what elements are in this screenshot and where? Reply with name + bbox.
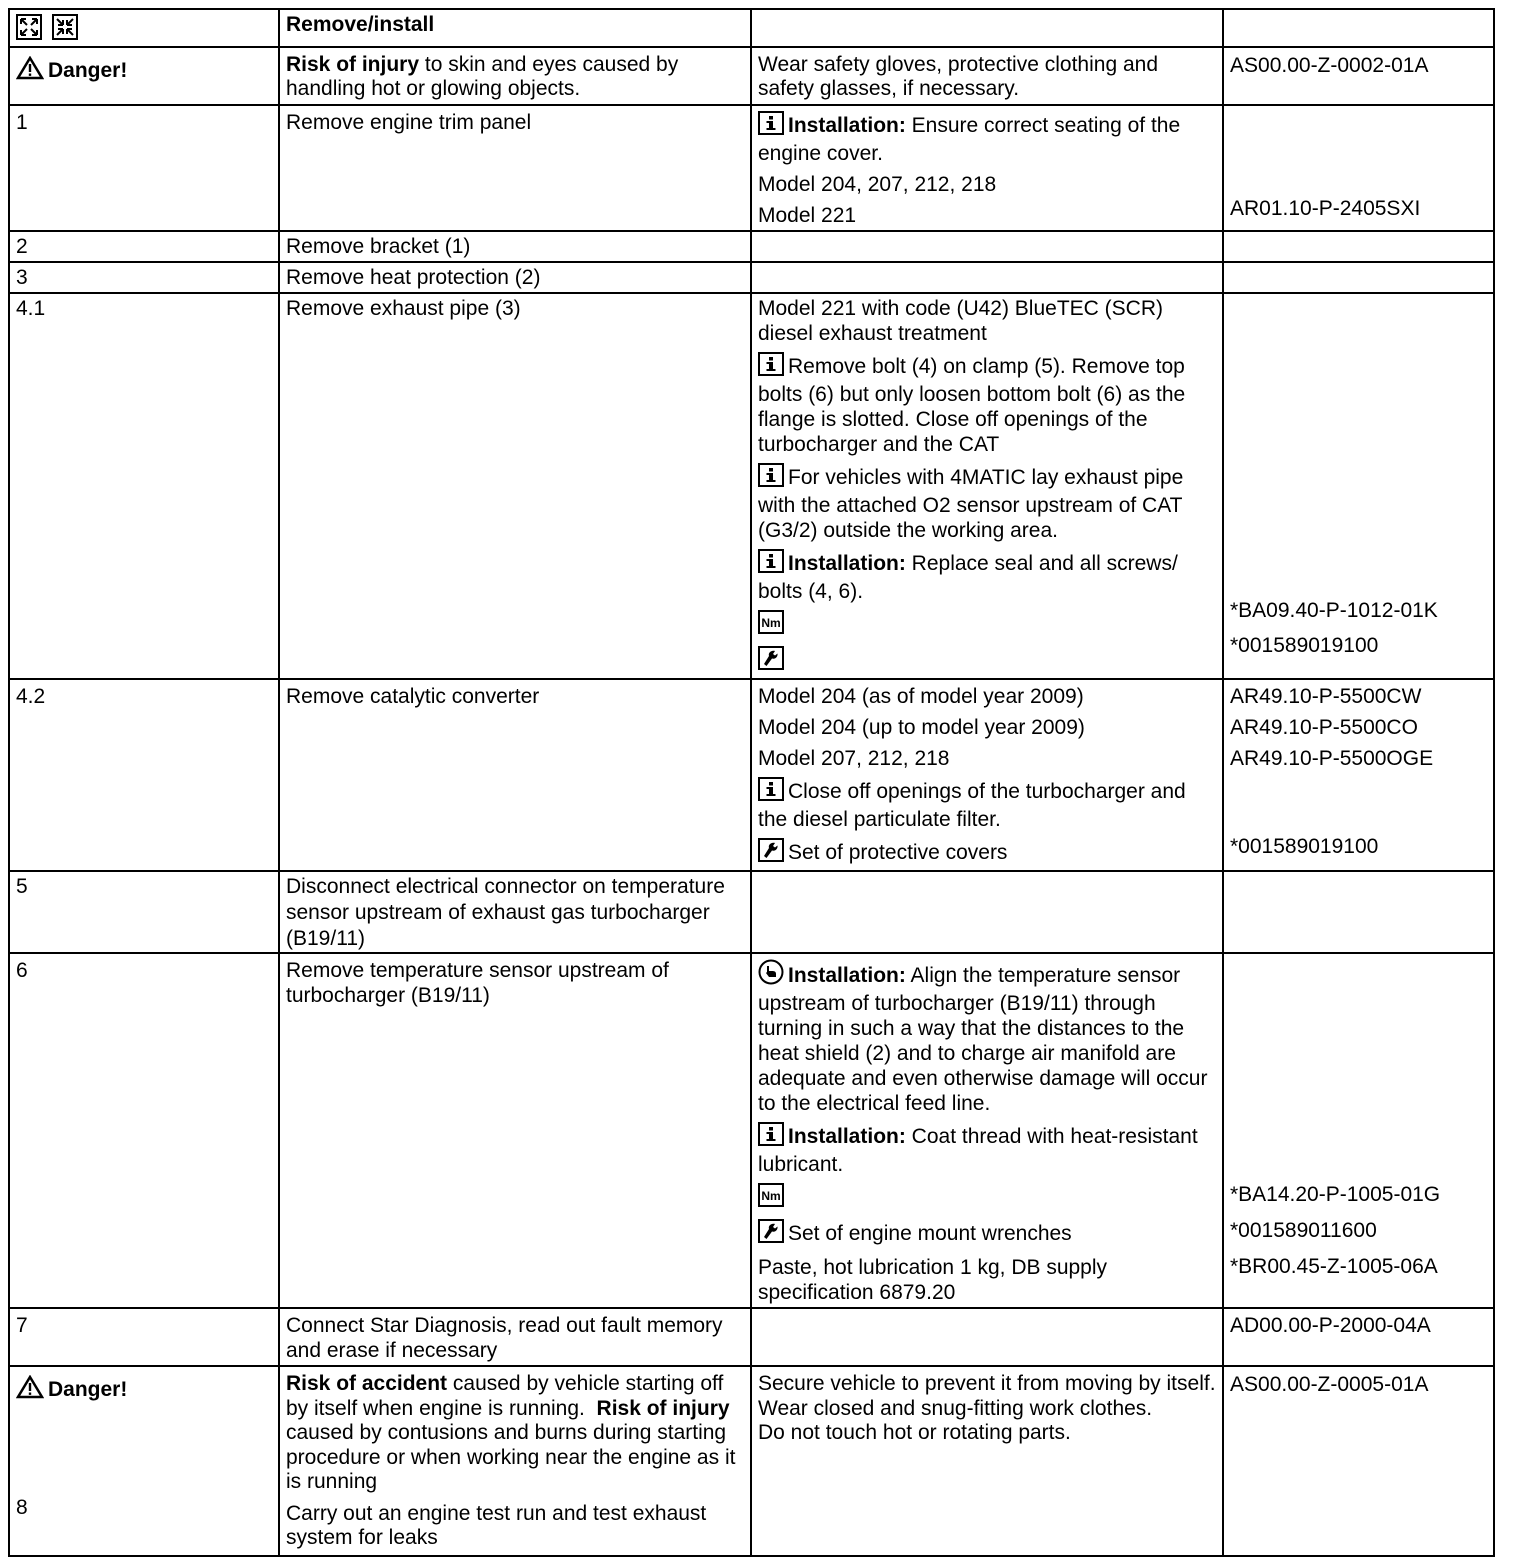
danger-label-cell [9, 47, 279, 105]
note-bold: Installation: [788, 552, 906, 575]
step-notes [751, 231, 1223, 262]
step-refs [1223, 293, 1494, 679]
tool-line [758, 646, 1217, 676]
warning-triangle-icon [16, 56, 44, 86]
step-row-5 [9, 871, 1494, 953]
note-text: For vehicles with 4MATIC lay exhaust pipe with the attached O2 sensor upstream of CAT (G3/2) outside the working area. [758, 466, 1184, 542]
danger-measure-2: Wear closed and snug-fitting work clothes. [758, 1396, 1153, 1420]
info-icon [758, 777, 784, 807]
step-number: 2 [9, 231, 279, 262]
document-link[interactable]: AR49.10-P-5500CW [1230, 685, 1422, 708]
model-line-b: Model 221 [758, 204, 857, 227]
torque-icon [758, 1183, 784, 1213]
step-notes [751, 293, 1223, 679]
step-action: Remove exhaust pipe (3) [279, 293, 751, 679]
installation-note [758, 959, 1217, 1116]
danger-measure: Wear safety gloves, protective clothing and safety glasses, if necessary. [758, 53, 1158, 100]
danger-measure-cell [751, 1366, 1223, 1556]
info-note-1 [758, 352, 1217, 457]
danger-ref-cell [1223, 47, 1494, 105]
step-number: 4.1 [9, 293, 279, 679]
danger-risk-cell [279, 1366, 751, 1556]
step-notes [751, 262, 1223, 293]
step-row-6 [9, 953, 1494, 1308]
header-title-text: Remove/install [286, 13, 435, 36]
model-line-a: Model 204, 207, 212, 218 [758, 173, 997, 196]
procedure-table [8, 8, 1495, 1557]
step-action: Remove bracket (1) [279, 231, 751, 262]
step-number: 6 [9, 953, 279, 1308]
info-icon [758, 111, 784, 141]
step-notes [751, 1308, 1223, 1366]
document-link[interactable]: AS00.00-Z-0005-01A [1230, 1373, 1429, 1396]
danger-label: Danger! [48, 1378, 128, 1401]
step-row-3 [9, 262, 1494, 293]
installation-note-2 [758, 1122, 1217, 1177]
info-icon [758, 463, 784, 493]
step-number: 5 [9, 871, 279, 953]
risk-statement [286, 1372, 745, 1495]
document-link[interactable]: AR49.10-P-5500OGE [1230, 747, 1434, 770]
risk-text: to skin and eyes caused by handling hot or glowing objects. [286, 53, 679, 100]
header-icons-cell [9, 9, 279, 47]
risk-text: caused by vehicle starting off by itself when engine is running. [286, 1372, 724, 1420]
model-line-1: Model 204 (as of model year 2009) [758, 685, 1084, 708]
header-empty-4 [1223, 9, 1494, 47]
risk-bold: Risk of accident [286, 1372, 448, 1395]
model-line: Model 221 with code (U42) BlueTEC (SCR) diesel exhaust treatment [758, 297, 1163, 345]
step-number: 1 [9, 105, 279, 231]
wrench-tool-icon [758, 646, 784, 676]
info-note-2 [758, 463, 1217, 543]
note-bold: Installation: [788, 964, 906, 987]
step-row-7 [9, 1308, 1494, 1366]
danger-row-2 [9, 1366, 1494, 1556]
note-text: Align the temperature sensor upstream of turbocharger (B19/11) through turning in such a way that the distances to the heat shield (2) and to charge air manifold are adequate and even otherwise damage will occur to the electrical feed line. [758, 964, 1208, 1115]
step-number: 7 [9, 1308, 279, 1366]
danger-label: Danger! [48, 59, 128, 82]
danger-risk-cell [279, 47, 751, 105]
danger-measure-1: Secure vehicle to prevent it from moving by itself. [758, 1372, 1216, 1395]
step-notes [751, 953, 1223, 1308]
tool-link[interactable]: *001589011600 [1230, 1219, 1377, 1242]
model-line-3: Model 207, 212, 218 [758, 747, 950, 770]
installation-note [758, 549, 1217, 604]
step-number: 4.2 [9, 679, 279, 871]
step-row-4-2 [9, 679, 1494, 871]
expand-icon[interactable] [16, 14, 42, 46]
step-action: Remove catalytic converter [279, 679, 751, 871]
info-icon [758, 352, 784, 382]
material-link[interactable]: *BR00.45-Z-1005-06A [1230, 1255, 1438, 1278]
step-action: Disconnect electrical connector on temperature sensor upstream of exhaust gas turbocharger (B19/11) [279, 871, 751, 953]
info-note [758, 777, 1217, 832]
step-action: Remove temperature sensor upstream of turbocharger (B19/11) [279, 953, 751, 1308]
step-refs [1223, 953, 1494, 1308]
torque-icon-label: Nm [761, 616, 781, 630]
document-link[interactable]: *BA09.40-P-1012-01K [1230, 599, 1438, 622]
document-link[interactable]: AR49.10-P-5500CO [1230, 716, 1418, 739]
info-icon [758, 549, 784, 579]
step-refs [1223, 231, 1494, 262]
risk-text: caused by contusions and burns during starting procedure or when working near the engine as it is running [286, 1421, 736, 1493]
torque-line [758, 1183, 1217, 1213]
note-text: Close off openings of the turbocharger and the diesel particulate filter. [758, 780, 1186, 831]
wrench-tool-icon [758, 1219, 784, 1249]
danger-measure-3: Do not touch hot or rotating parts. [758, 1421, 1071, 1444]
step-refs [1223, 1308, 1494, 1366]
tool-line [758, 838, 1217, 868]
risk-bold: Risk of injury [596, 1396, 730, 1420]
danger-measure-cell [751, 47, 1223, 105]
note-text: Remove bolt (4) on clamp (5). Remove top bolts (6) but only loosen bottom bolt (6) as the flange is slotted. Close off openings of the turbocharger and the CAT [758, 355, 1186, 456]
danger-row-1 [9, 47, 1494, 105]
pointer-hand-icon [758, 959, 784, 991]
step-row-2 [9, 231, 1494, 262]
step-action: Remove engine trim panel [279, 105, 751, 231]
torque-icon [758, 610, 784, 640]
model-line-2: Model 204 (up to model year 2009) [758, 716, 1085, 739]
document-link[interactable]: AD00.00-P-2000-04A [1230, 1314, 1431, 1337]
risk-bold: Risk of injury [286, 53, 420, 76]
step-number: 3 [9, 262, 279, 293]
info-icon [758, 1122, 784, 1152]
step-action: Remove heat protection (2) [279, 262, 751, 293]
document-link[interactable]: AR01.10-P-2405SXI [1230, 197, 1421, 220]
step-notes [751, 871, 1223, 953]
header-title [279, 9, 751, 47]
note-text: Ensure correct seating of the engine cover. [758, 114, 1181, 165]
step-refs [1223, 679, 1494, 871]
step-number: 8 [16, 1496, 28, 1519]
step-notes [751, 679, 1223, 871]
danger-ref-cell [1223, 1366, 1494, 1556]
installation-note [758, 111, 1217, 166]
header-empty-3 [751, 9, 1223, 47]
tool-line [758, 1219, 1217, 1249]
warning-triangle-icon [16, 1375, 44, 1405]
document-link[interactable]: AS00.00-Z-0002-01A [1230, 54, 1429, 77]
note-text: Replace seal and all screws/ bolts (4, 6). [758, 552, 1178, 603]
step-row-4-1 [9, 293, 1494, 679]
tool-link[interactable]: *001589019100 [1230, 835, 1379, 858]
procedure-document [8, 8, 1493, 1557]
note-bold: Installation: [788, 114, 906, 137]
step-row-1 [9, 105, 1494, 231]
torque-icon-label: Nm [761, 1189, 781, 1203]
paste-line: Paste, hot lubrication 1 kg, DB supply specification 6879.20 [758, 1256, 1108, 1304]
header-row [9, 9, 1494, 47]
tool-link[interactable]: *001589019100 [1230, 634, 1379, 657]
step-notes [751, 105, 1223, 231]
step-refs [1223, 105, 1494, 231]
danger-label-cell [9, 1366, 279, 1556]
step-refs [1223, 262, 1494, 293]
document-link[interactable]: *BA14.20-P-1005-01G [1230, 1183, 1441, 1206]
step-refs [1223, 871, 1494, 953]
tool-text: Set of engine mount wrenches [788, 1222, 1072, 1245]
step-action: Carry out an engine test run and test exhaust system for leaks [286, 1501, 707, 1549]
note-text: Coat thread with heat-resistant lubricant. [758, 1125, 1198, 1176]
collapse-icon[interactable] [52, 14, 78, 46]
torque-line [758, 610, 1217, 640]
note-bold: Installation: [788, 1125, 906, 1148]
wrench-tool-icon [758, 838, 784, 868]
tool-text: Set of protective covers [788, 841, 1008, 864]
step-action: Connect Star Diagnosis, read out fault memory and erase if necessary [279, 1308, 751, 1366]
